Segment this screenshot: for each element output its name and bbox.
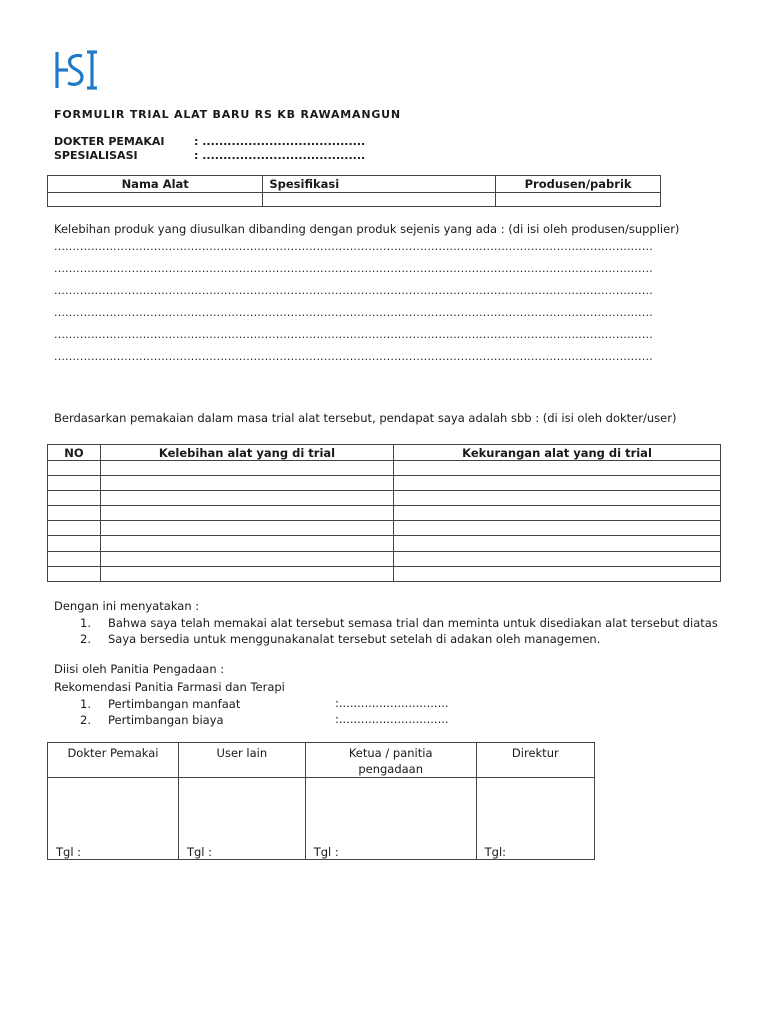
product-header-spec: Spesifikasi: [263, 176, 496, 193]
dotted-line: ..................................................................................................................................................................: [54, 328, 653, 341]
trial-cell-no[interactable]: [48, 551, 101, 566]
signature-header-committee-chair: Ketua / panitia pengadaan: [305, 743, 476, 778]
trial-cell-no[interactable]: [48, 491, 101, 506]
product-cell-manufacturer[interactable]: [496, 193, 661, 207]
table-row: [48, 491, 721, 506]
product-table: [47, 175, 661, 207]
dotted-line: ..................................................................................................................................................................: [54, 240, 653, 253]
table-row: [48, 506, 721, 521]
declaration-intro: Dengan ini menyatakan :: [54, 599, 200, 613]
trial-cell-advantage[interactable]: [101, 536, 394, 551]
trial-cell-disadvantage[interactable]: [394, 506, 721, 521]
list-item: [80, 696, 240, 712]
product-cell-name[interactable]: [48, 193, 263, 207]
table-row: [48, 521, 721, 536]
declaration-list: [80, 615, 718, 647]
signature-date-doctor[interactable]: Tgl :: [48, 778, 179, 860]
list-text: Pertimbangan manfaat: [108, 697, 241, 711]
trial-cell-advantage[interactable]: [101, 506, 394, 521]
signature-table: [47, 742, 595, 860]
committee-intro: Diisi oleh Panitia Pengadaan :: [54, 662, 225, 676]
list-number: 1.: [80, 697, 91, 711]
doctor-value: : .......................................: [194, 135, 366, 148]
trial-cell-disadvantage[interactable]: [394, 536, 721, 551]
committee-list: [80, 696, 240, 728]
list-item: [80, 712, 240, 728]
list-number: 2.: [80, 632, 91, 646]
product-cell-spec[interactable]: [263, 193, 496, 207]
trial-cell-disadvantage[interactable]: [394, 551, 721, 566]
product-header-name: Nama Alat: [48, 176, 263, 193]
specialization-label: SPESIALISASI: [54, 149, 138, 162]
dotted-line: ..................................................................................................................................................................: [54, 284, 653, 297]
product-header-manufacturer: Produsen/pabrik: [496, 176, 661, 193]
list-text: Pertimbangan biaya: [108, 713, 224, 727]
dotted-line: ..................................................................................................................................................................: [54, 306, 653, 319]
committee-recommendation: Rekomendasi Panitia Farmasi dan Terapi: [54, 680, 285, 694]
trial-header-no: NO: [48, 445, 101, 461]
signature-date-other-user[interactable]: Tgl :: [178, 778, 305, 860]
advantages-prompt: Kelebihan produk yang diusulkan dibanding dengan produk sejenis yang ada : (di isi oleh produsen/supplier): [54, 222, 680, 236]
trial-cell-disadvantage[interactable]: [394, 461, 721, 476]
cost-value: :..............................: [335, 712, 449, 726]
doctor-label: DOKTER PEMAKAI: [54, 135, 165, 148]
list-item: [80, 631, 718, 647]
trial-cell-no[interactable]: [48, 461, 101, 476]
trial-header-disadvantages: Kekurangan alat yang di trial: [394, 445, 721, 461]
signature-header-director: Direktur: [476, 743, 594, 778]
trial-cell-disadvantage[interactable]: [394, 566, 721, 581]
trial-header-advantages: Kelebihan alat yang di trial: [101, 445, 394, 461]
table-row: [48, 778, 595, 860]
form-title: FORMULIR TRIAL ALAT BARU RS KB RAWAMANGUN: [54, 108, 401, 121]
table-row: [48, 566, 721, 581]
table-row: [48, 551, 721, 566]
trial-cell-no[interactable]: [48, 521, 101, 536]
trial-cell-disadvantage[interactable]: [394, 476, 721, 491]
trial-table: [47, 444, 721, 582]
benefit-value: :..............................: [335, 696, 449, 710]
list-text: Bahwa saya telah memakai alat tersebut semasa trial dan meminta untuk disediakan alat tersebut diatas: [108, 616, 718, 630]
trial-cell-no[interactable]: [48, 566, 101, 581]
trial-cell-advantage[interactable]: [101, 476, 394, 491]
dotted-line: ..................................................................................................................................................................: [54, 350, 653, 363]
trial-cell-disadvantage[interactable]: [394, 491, 721, 506]
signature-date-committee-chair[interactable]: Tgl :: [305, 778, 476, 860]
signature-date-director[interactable]: Tgl:: [476, 778, 594, 860]
table-row: [48, 193, 661, 207]
signature-header-doctor: Dokter Pemakai: [48, 743, 179, 778]
trial-cell-advantage[interactable]: [101, 461, 394, 476]
table-row: [48, 476, 721, 491]
trial-cell-disadvantage[interactable]: [394, 521, 721, 536]
hsi-logo: [54, 50, 100, 90]
dotted-line: ..................................................................................................................................................................: [54, 262, 653, 275]
list-number: 2.: [80, 713, 91, 727]
trial-cell-advantage[interactable]: [101, 521, 394, 536]
table-row: [48, 461, 721, 476]
opinion-prompt: Berdasarkan pemakaian dalam masa trial alat tersebut, pendapat saya adalah sbb : (di isi oleh dokter/user): [54, 411, 677, 425]
list-text: Saya bersedia untuk menggunakanalat tersebut setelah di adakan oleh managemen.: [108, 632, 601, 646]
trial-cell-advantage[interactable]: [101, 551, 394, 566]
list-number: 1.: [80, 616, 91, 630]
list-item: [80, 615, 718, 631]
trial-cell-advantage[interactable]: [101, 566, 394, 581]
specialization-value: : .......................................: [194, 149, 366, 162]
trial-cell-advantage[interactable]: [101, 491, 394, 506]
trial-cell-no[interactable]: [48, 476, 101, 491]
signature-header-other-user: User lain: [178, 743, 305, 778]
hsi-logo-mark: [54, 50, 100, 90]
trial-cell-no[interactable]: [48, 536, 101, 551]
table-row: [48, 536, 721, 551]
trial-cell-no[interactable]: [48, 506, 101, 521]
